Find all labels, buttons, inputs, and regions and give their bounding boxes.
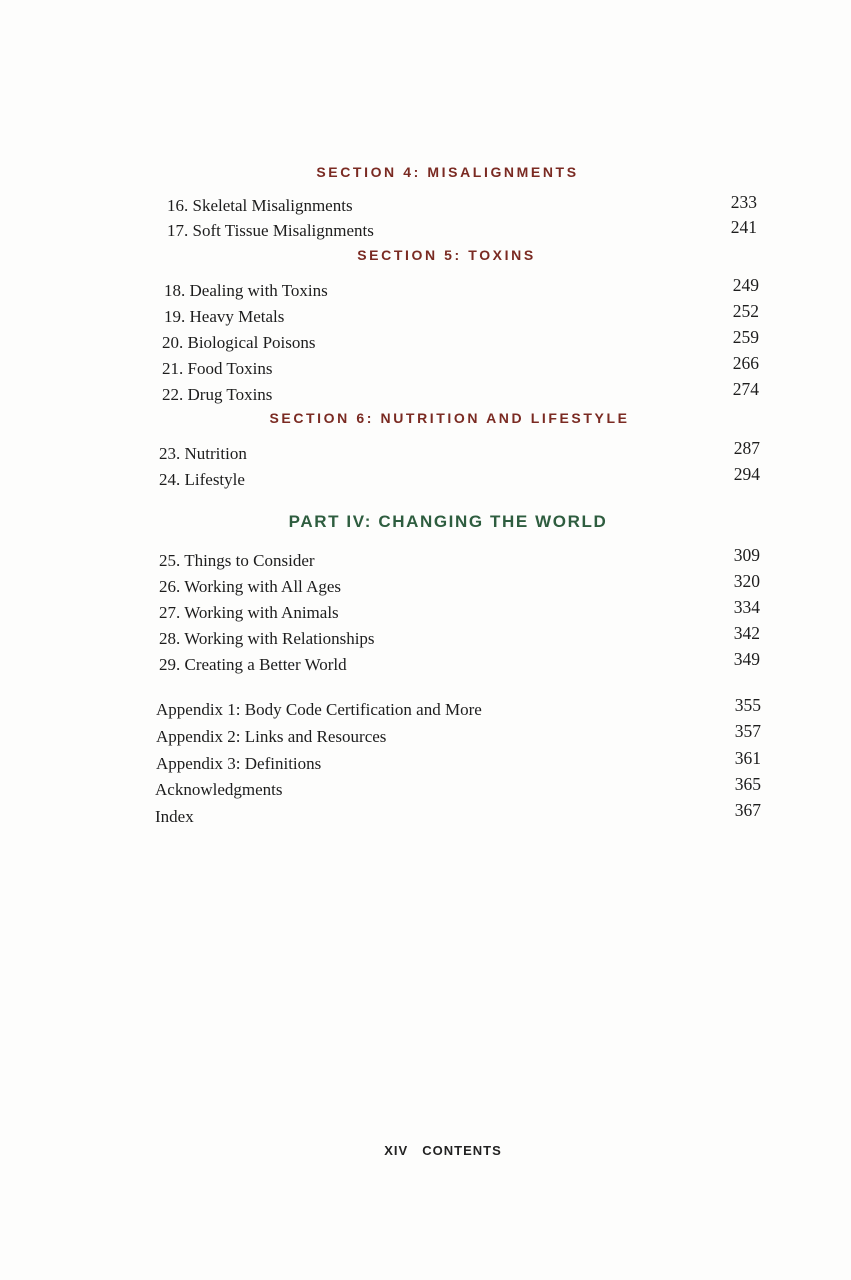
toc-entry-22[interactable]: 22. Drug Toxins [162,385,273,404]
toc-page-20: 259 [732,327,759,347]
toc-page-21: 266 [732,353,759,373]
section-5-heading: SECTION 5: TOXINS [357,247,536,263]
toc-page-25: 309 [733,545,760,565]
toc-page-acknowledgments: 365 [734,774,761,794]
toc-entry-25[interactable]: 25. Things to Consider [159,551,315,570]
toc-entry-27[interactable]: 27. Working with Animals [159,603,339,622]
toc-entry-18[interactable]: 18. Dealing with Toxins [164,281,328,300]
toc-page-26: 320 [733,571,760,591]
footer-title: CONTENTS [422,1143,502,1158]
toc-entry-28[interactable]: 28. Working with Relationships [159,629,375,648]
toc-entry-20[interactable]: 20. Biological Poisons [162,333,316,352]
toc-entry-26[interactable]: 26. Working with All Ages [159,577,342,596]
toc-page-16: 233 [730,192,757,212]
section-6-heading: SECTION 6: NUTRITION AND LIFESTYLE [269,410,630,426]
page-footer [0,1143,851,1158]
toc-page-19: 252 [732,301,759,321]
footer-page-number: XIV [384,1143,409,1158]
toc-entry-appendix-1[interactable]: Appendix 1: Body Code Certification and More [156,700,482,719]
toc-page-22: 274 [732,379,759,399]
toc-entry-16[interactable]: 16. Skeletal Misalignments [167,196,353,215]
toc-entry-appendix-3[interactable]: Appendix 3: Definitions [156,754,322,773]
toc-page-29: 349 [733,649,760,669]
toc-entry-index[interactable]: Index [155,807,194,826]
toc-entry-23[interactable]: 23. Nutrition [159,444,247,463]
toc-page-18: 249 [732,275,759,295]
toc-entry-19[interactable]: 19. Heavy Metals [164,307,285,326]
toc-page-23: 287 [733,438,760,458]
toc-page-index: 367 [734,800,761,820]
toc-entry-acknowledgments[interactable]: Acknowledgments [155,780,283,799]
toc-entry-29[interactable]: 29. Creating a Better World [159,655,347,674]
toc-page-appendix-2: 357 [734,721,761,741]
toc-entry-24[interactable]: 24. Lifestyle [159,470,245,489]
toc-entry-21[interactable]: 21. Food Toxins [162,359,273,378]
toc-entry-appendix-2[interactable]: Appendix 2: Links and Resources [156,727,387,746]
toc-page-28: 342 [733,623,760,643]
section-4-heading: SECTION 4: MISALIGNMENTS [316,164,579,180]
toc-entry-17[interactable]: 17. Soft Tissue Misalignments [167,221,374,240]
toc-page-appendix-1: 355 [734,695,761,715]
toc-page-17: 241 [730,217,757,237]
toc-page-24: 294 [733,464,760,484]
toc-page-27: 334 [733,597,760,617]
toc-page-appendix-3: 361 [734,748,761,768]
part-4-heading: PART IV: CHANGING THE WORLD [288,512,608,531]
